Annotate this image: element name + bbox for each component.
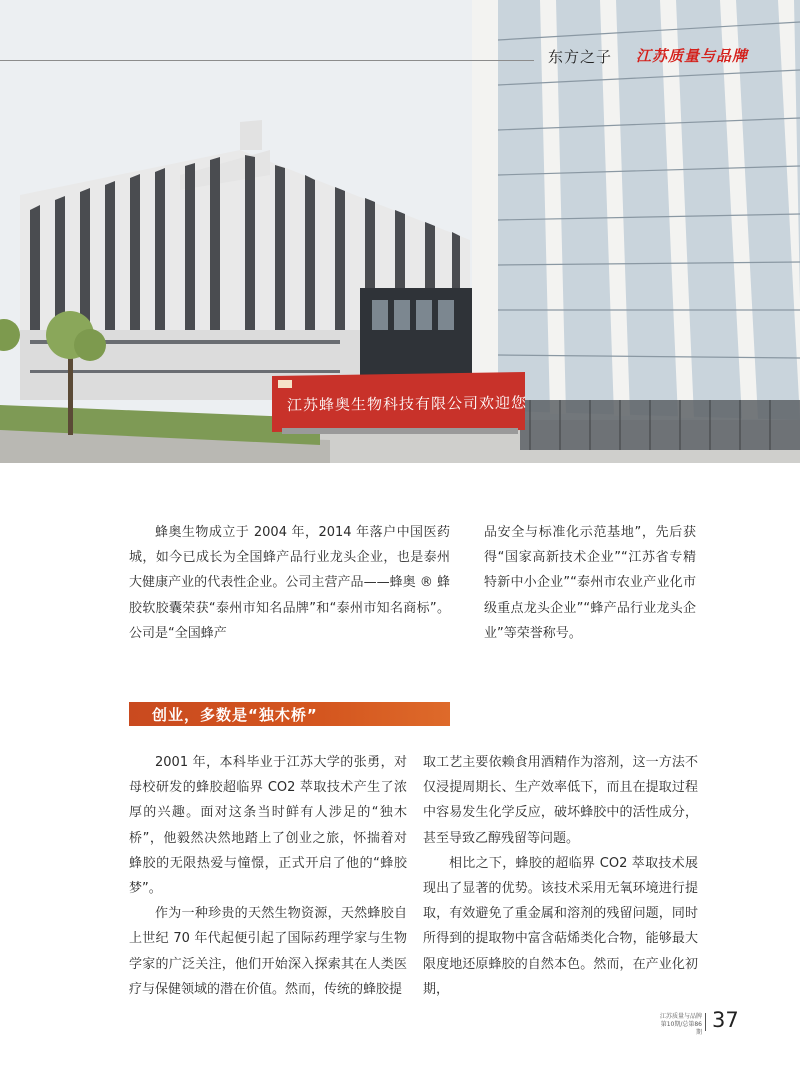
article-column-left — [129, 750, 407, 1002]
issue-magazine: 江苏质量与品牌 — [659, 1013, 702, 1020]
hero-photo — [0, 0, 800, 463]
issue-number: 第10期/总第86期 — [660, 1021, 702, 1036]
article-paragraph-2: 作为一种珍贵的天然生物资源，天然蜂胶自上世纪 70 年代起便引起了国际药理学家与生物学家的广泛关注，他们开始深入探索其在人类医疗与保健领域的潜在价值。然而，传统的蜂胶提 — [129, 906, 407, 997]
issue-info — [656, 1013, 702, 1037]
section-heading: 创业，多数是“独木桥” — [152, 706, 318, 724]
section-name: 东方之子 — [548, 48, 613, 66]
banner-text: 江苏蜂奥生物科技有限公司欢迎您 — [287, 393, 528, 415]
article-paragraph-1: 2001 年，本科毕业于江苏大学的张勇，对母校研发的蜂胶超临界 CO2 萃取技术产生了浓厚的兴趣。面对这条当时鲜有人涉足的“独木桥”，他毅然决然地踏上了创业之旅，怀揣着对蜂胶的无限热爱与憧憬，正式开启了他的“蜂胶梦”。 — [129, 755, 407, 897]
intro-column-right — [484, 520, 696, 646]
article-paragraph-3: 相比之下，蜂胶的超临界 CO2 萃取技术展现出了显著的优势。该技术采用无氧环境进行提取，有效避免了重金属和溶剂的残留问题，同时所得到的提取物中富含萜烯类化合物，能够最大限度地还原蜂胶的自然本色。然而，在产业化初期， — [423, 855, 698, 997]
magazine-logo: 江苏质量与品牌 — [636, 47, 749, 65]
masthead-rule — [0, 60, 534, 61]
page-number: 37 — [712, 1008, 739, 1032]
intro-paragraph-1-continued: 品安全与标准化示范基地”，先后获得“国家高新技术企业”“江苏省专精特新中小企业”“泰州市农业产业化市级重点龙头企业”“蜂产品行业龙头企业”等荣誉称号。 — [484, 525, 696, 641]
intro-column-left — [129, 520, 450, 646]
article-column-right — [423, 750, 698, 1002]
footer-separator — [705, 1013, 706, 1031]
article-paragraph-2-continued: 取工艺主要依赖食用酒精作为溶剂，这一方法不仅浸提周期长、生产效率低下，而且在提取过程中容易发生化学反应，破坏蜂胶中的活性成分，甚至导致乙醇残留等问题。 — [423, 755, 698, 846]
intro-paragraph-1: 蜂奥生物成立于 2004 年，2014 年落户中国医药城，如今已成长为全国蜂产品行业龙头企业，也是泰州大健康产业的代表性企业。公司主营产品——蜂奥 ® 蜂胶软胶囊荣获“泰州市知名品牌”和“泰州市知名商标”。公司是“全国蜂产 — [129, 525, 450, 641]
